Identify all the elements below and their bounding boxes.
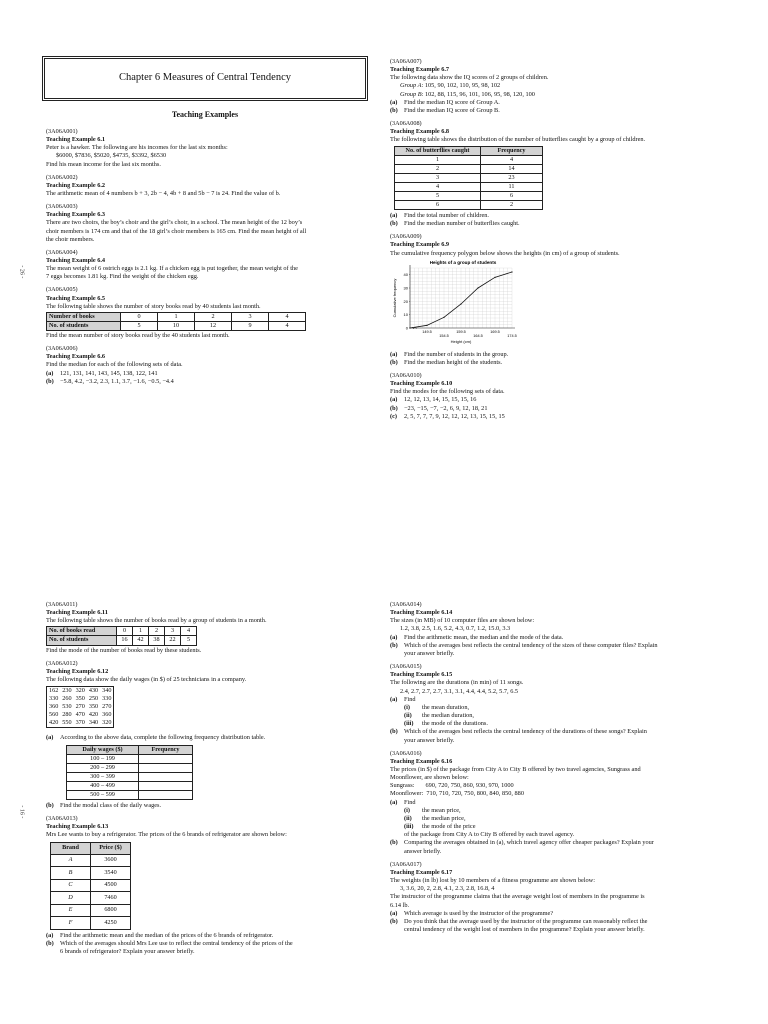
text-line: Find the median number of butterflies caught. <box>404 220 520 228</box>
part-label: (b) <box>390 917 398 925</box>
text-line: Find the number of students in the group. <box>404 350 509 358</box>
table-cell: 6800 <box>91 904 131 917</box>
example-title: Teaching Example 6.14 <box>390 609 453 617</box>
part-label: (a) <box>46 931 54 939</box>
example-title: Teaching Example 6.9 <box>390 241 450 249</box>
table-cell: 400 – 499 <box>67 781 139 790</box>
text-line: 2, 5, 7, 7, 7, 9, 12, 12, 12, 13, 15, 15, 15 <box>404 412 505 420</box>
example-title: Teaching Example 6.16 <box>390 757 453 765</box>
example-6-7 <box>390 58 730 115</box>
table-cell: 5 <box>395 191 481 200</box>
part-label: (a) <box>390 350 398 358</box>
table-cell: 360 <box>102 711 112 719</box>
table-header-cell: Daily wages ($) <box>67 745 139 754</box>
text-line: 6 brands of refrigerator? Explain your answer briefly. <box>60 947 195 955</box>
example-6-9 <box>390 233 730 367</box>
table-cell: 3 <box>395 173 481 182</box>
data-point <box>409 327 410 328</box>
part-label: (b) <box>390 358 398 366</box>
text-line: Find the mode of the number of books read by these students. <box>46 646 202 654</box>
table-header-cell: Frequency <box>139 745 193 754</box>
example-code: (3A06A002) <box>46 173 78 181</box>
refrigerator-table <box>50 842 131 930</box>
text-line: choir members is 174 cm and that of the 18 girl’s choir members is 165 cm. Find the mean height of all <box>46 227 307 235</box>
blank-frequency-cell[interactable] <box>139 790 193 799</box>
part-label: (b) <box>390 728 398 736</box>
text-line: The mean weight of 6 ostrich eggs is 2.1 kg. If a chicken egg is put together, the mean weight of the <box>46 265 298 273</box>
cumulative-frequency-chart <box>390 258 520 350</box>
table-cell: 420 <box>49 719 59 727</box>
section-title: Teaching Examples <box>171 110 239 119</box>
table-header-cell: Brand <box>51 842 91 854</box>
part-label: (b) <box>390 220 398 228</box>
table-cell: 270 <box>75 703 85 711</box>
text-line: According to the above data, complete the following frequency distribution table. <box>60 734 266 742</box>
table-cell: 16 <box>117 636 133 645</box>
subpart-label: (ii) <box>404 814 412 822</box>
text-line: −5.8, 4.2, −3.2, 2.3, 1.1, 3.7, −1.6, −0.5, −4.4 <box>60 377 174 385</box>
text-line: Find the total number of children. <box>404 211 489 219</box>
text-line: Find the median IQ score of Group A. <box>404 98 500 106</box>
table-cell: 350 <box>88 703 99 711</box>
chapter-title: Chapter 6 Measures of Central Tendency <box>119 72 291 83</box>
table-header-cell: No. of students <box>47 636 117 645</box>
blank-frequency-cell[interactable] <box>139 772 193 781</box>
text-line: Which average is used by the instructor of the programme? <box>404 909 554 917</box>
table-cell: 0 <box>121 312 158 321</box>
example-title: Teaching Example 6.7 <box>390 66 450 74</box>
table-header-cell: No. of books read <box>47 627 117 636</box>
table-cell: D <box>51 892 91 905</box>
text-line: Moonflower, are shown below: <box>390 774 469 782</box>
example-code: (3A06A014) <box>390 601 422 608</box>
example-6-16 <box>390 750 730 856</box>
text-line: The following data show the IQ scores of 2 groups of children. <box>390 74 549 82</box>
table-cell: 22 <box>165 636 181 645</box>
text-line: Moonflower: 710, 710, 720, 750, 800, 840, 850, 880 <box>390 790 524 798</box>
example-code: (3A06A013) <box>46 815 78 823</box>
text-line: $6000, $7836, $5020, $4735, $3392, $6530 <box>56 152 167 160</box>
table-cell: 320 <box>102 719 112 727</box>
data-point <box>511 271 512 272</box>
table-cell: 330 <box>49 695 59 703</box>
text-line: The following data show the daily wages (in $) of 25 technicians in a company. <box>46 675 247 683</box>
example-code: (3A06A003) <box>46 203 78 211</box>
text-line: answer briefly. <box>404 847 442 855</box>
text-line: the mean price, <box>422 806 461 814</box>
text-line: Find the modal class of the daily wages. <box>60 801 162 809</box>
subpart-label: (i) <box>404 703 410 711</box>
example-title: Teaching Example 6.3 <box>46 211 106 219</box>
table-cell: E <box>51 904 91 917</box>
example-code: (3A06A012) <box>46 659 78 667</box>
text-line: Which of the averages best reflects the central tendency of the durations of these songs? Explain <box>404 728 647 736</box>
example-code: (3A06A009) <box>390 233 422 241</box>
text-line: 12, 12, 13, 14, 15, 15, 15, 16 <box>404 396 477 404</box>
x-tick-label: 154.5 <box>439 333 449 338</box>
table-cell: 2 <box>149 627 165 636</box>
table-cell: 230 <box>62 687 72 695</box>
text-line: Find his mean income for the last six months. <box>46 160 161 168</box>
text-line: the median price, <box>422 814 466 822</box>
part-label: (b) <box>390 641 398 649</box>
text-line: There are two choirs, the boy’s choir and the girl’s choir, in a school. The mean height of the 12 boy’s <box>46 219 303 227</box>
text-line: the mode of the durations. <box>422 720 488 728</box>
text-line: the mean duration, <box>422 703 470 711</box>
text-line: of the package from City A to City B offered by each travel agency. <box>404 831 575 839</box>
table-cell: 2 <box>195 312 232 321</box>
part-label: (b) <box>390 106 398 114</box>
y-tick-label: 0 <box>405 325 408 331</box>
table-cell: 4500 <box>91 879 131 892</box>
data-point <box>460 303 461 304</box>
text-line: your answer briefly. <box>404 736 455 744</box>
example-6-10 <box>390 372 730 421</box>
table-cell: 530 <box>62 703 72 711</box>
y-tick-label: 20 <box>403 298 408 304</box>
example-code: (3A06A008) <box>390 120 422 128</box>
table-cell: 430 <box>88 687 99 695</box>
text-line: Find the modes for the following sets of data. <box>390 388 505 396</box>
example-title: Teaching Example 6.12 <box>46 667 109 675</box>
text-line: The following are the durations (in min) of 11 songs. <box>390 679 524 687</box>
example-6-14 <box>390 601 730 658</box>
table-cell: 500 – 599 <box>67 790 139 799</box>
example-title: Teaching Example 6.13 <box>46 823 109 831</box>
table-cell: 6 <box>481 191 543 200</box>
top-left-column <box>46 128 376 391</box>
text-line: Peter is a hawker. The following are his incomes for the last six months: <box>46 144 228 152</box>
table-cell: 3 <box>165 627 181 636</box>
table-header-cell: Number of books <box>47 312 121 321</box>
text-line: : 105, 90, 102, 110, 95, 98, 102 <box>421 82 501 90</box>
table-cell: 260 <box>62 695 72 703</box>
example-title: Teaching Example 6.8 <box>390 128 450 136</box>
example-title: Teaching Example 6.2 <box>46 181 106 189</box>
page-number-upper: - 26 - <box>18 265 25 279</box>
text-line: The following table shows the number of books read by a group of students in a month. <box>46 617 267 625</box>
table-cell: 4 <box>181 627 197 636</box>
text-line: 2.4, 2.7, 2.7, 2.7, 3.1, 3.1, 4.4, 4.4, 5.2, 5.7, 6.5 <box>400 687 519 695</box>
part-label: (a) <box>390 396 398 404</box>
text-line: The instructor of the programme claims that the average weight lost of members in the programme is <box>390 893 645 901</box>
table-cell: 3600 <box>91 854 131 867</box>
table-header-cell: Frequency <box>481 146 543 155</box>
table-cell: 2 <box>481 200 543 209</box>
table-cell: 14 <box>481 164 543 173</box>
text-line: The following table shows the distribution of the number of butterflies caught by a group of children. <box>390 136 646 144</box>
text-line: The weights (in lb) lost by 10 members of a fitness programme are shown below: <box>390 877 595 885</box>
books-read-table <box>46 626 197 645</box>
example-6-12 <box>46 660 376 810</box>
example-code: (3A06A005) <box>46 286 78 294</box>
example-6-4 <box>46 249 376 282</box>
table-cell: 6 <box>395 200 481 209</box>
example-title: Teaching Example 6.10 <box>390 380 453 388</box>
blank-frequency-cell[interactable] <box>139 763 193 772</box>
example-6-1 <box>46 128 376 169</box>
example-6-3 <box>46 203 376 244</box>
y-axis-label: Cumulative frequency <box>392 278 397 318</box>
text-line: −23, −15, −7, −2, 6, 9, 12, 18, 21 <box>404 404 488 412</box>
table-cell: A <box>51 854 91 867</box>
example-code: (3A06A017) <box>390 860 422 868</box>
butterflies-table <box>394 146 543 210</box>
data-point <box>426 324 427 325</box>
table-cell: 10 <box>158 321 195 330</box>
text-line: The prices (in $) of the package from City A to City B offered by two travel agencies, Sungrass and <box>390 765 641 773</box>
table-cell: 300 – 399 <box>67 772 139 781</box>
table-cell: 3 <box>232 312 269 321</box>
text-line: Mrs Lee wants to buy a refrigerator. The prices of the 6 brands of refrigerator are shown below: <box>46 831 287 839</box>
example-6-17 <box>390 861 730 934</box>
part-label: (b) <box>390 839 398 847</box>
text-line: Find the median for each of the following sets of data. <box>46 361 183 369</box>
text-line: Find <box>404 695 416 703</box>
table-cell: 1 <box>395 155 481 164</box>
text-line: The sizes (in MB) of 10 computer files are shown below: <box>390 617 535 625</box>
example-6-15 <box>390 663 730 745</box>
table-cell: 350 <box>75 695 85 703</box>
part-label: (a) <box>46 369 54 377</box>
top-right-column <box>390 58 730 426</box>
text-line: Find the mean number of story books read by the 40 students last month. <box>46 332 230 340</box>
example-title: Teaching Example 6.5 <box>46 294 106 302</box>
bottom-right-column <box>390 601 730 939</box>
table-cell: 3540 <box>91 867 131 880</box>
table-cell: 12 <box>195 321 232 330</box>
table-cell: 560 <box>49 711 59 719</box>
example-6-5 <box>46 286 376 340</box>
example-code: (3A06A001) <box>46 128 78 135</box>
y-tick-label: 10 <box>403 311 408 317</box>
group-label: Group B <box>400 90 422 98</box>
text-line: 6.14 lb. <box>390 901 410 909</box>
table-header-cell: No. of students <box>47 321 121 330</box>
group-label: Group A <box>400 82 422 90</box>
text-line: Do you think that the average used by the instructor of the programme can reasonably reflect the <box>404 917 648 925</box>
table-cell: 9 <box>232 321 269 330</box>
table-cell: 370 <box>75 719 85 727</box>
example-title: Teaching Example 6.11 <box>46 609 108 617</box>
table-cell: 330 <box>102 695 112 703</box>
example-title: Teaching Example 6.4 <box>46 256 106 264</box>
table-header-cell: No. of butterflies caught <box>395 146 481 155</box>
subpart-label: (i) <box>404 806 410 814</box>
example-code: (3A06A010) <box>390 372 422 380</box>
bottom-left-column <box>46 601 376 961</box>
table-cell: 100 – 199 <box>67 754 139 763</box>
table-cell: 5 <box>121 321 158 330</box>
example-title: Teaching Example 6.15 <box>390 671 453 679</box>
part-label: (a) <box>390 909 398 917</box>
data-point <box>494 276 495 277</box>
text-line: 1.2, 3.8, 2.5, 1.6, 5.2, 4.3, 0.7, 1.2, 15.0, 3.3 <box>400 625 511 633</box>
table-cell: 23 <box>481 173 543 182</box>
text-line: 3, 3.6, 20, 2, 2.8, 4.1, 2.3, 2.8, 16.8, 4 <box>400 885 495 893</box>
table-cell: 42 <box>133 636 149 645</box>
text-line: Comparing the averages obtained in (a), which travel agency offer cheaper packages? Explain your <box>404 839 654 847</box>
example-code: (3A06A011) <box>46 601 78 608</box>
table-cell: 38 <box>149 636 165 645</box>
example-6-8 <box>390 120 730 228</box>
example-6-11 <box>46 601 376 655</box>
text-line: 7 eggs becomes 1.81 kg. Find the weight of the chicken egg. <box>46 273 199 281</box>
part-label: (b) <box>390 404 398 412</box>
table-cell: B <box>51 867 91 880</box>
example-code: (3A06A006) <box>46 345 78 353</box>
part-label: (c) <box>390 412 397 420</box>
text-line: your answer briefly. <box>404 649 455 657</box>
books-table <box>46 312 306 331</box>
blank-frequency-cell[interactable] <box>139 754 193 763</box>
chapter-title-box <box>42 56 368 101</box>
y-tick-label: 40 <box>403 271 408 277</box>
table-cell: 270 <box>102 703 112 711</box>
table-cell: 1 <box>158 312 195 321</box>
text-line: Find the median height of the students. <box>404 358 503 366</box>
example-6-6 <box>46 345 376 386</box>
subpart-label: (iii) <box>404 720 414 728</box>
part-label: (b) <box>46 801 54 809</box>
table-cell: 5 <box>181 636 197 645</box>
blank-frequency-cell[interactable] <box>139 781 193 790</box>
text-line: central tendency of the weight lost of members in the programme? Explain your answer briefly. <box>404 926 645 934</box>
table-cell: 420 <box>88 711 99 719</box>
table-cell: 200 – 299 <box>67 763 139 772</box>
part-label: (b) <box>46 377 54 385</box>
text-line: Find the median IQ score of Group B. <box>404 106 500 114</box>
text-line: the median duration, <box>422 712 474 720</box>
table-cell: 0 <box>117 627 133 636</box>
text-line: The cumulative frequency polygon below shows the heights (in cm) of a group of students. <box>390 249 620 257</box>
example-title: Teaching Example 6.6 <box>46 353 106 361</box>
page-number-lower: - 16 - <box>18 805 25 819</box>
data-point <box>477 287 478 288</box>
example-6-13 <box>46 815 376 956</box>
table-cell: C <box>51 879 91 892</box>
subpart-label: (iii) <box>404 823 414 831</box>
text-line: Which of the averages best reflects the central tendency of the sizes of these computer files? Explain <box>404 641 658 649</box>
x-tick-label: 174.5 <box>507 333 517 338</box>
text-line: The following table shows the number of story books read by 40 students last month. <box>46 302 261 310</box>
part-label: (a) <box>390 695 398 703</box>
x-tick-label: 169.5 <box>490 329 500 334</box>
text-line: 121, 131, 141, 143, 145, 138, 122, 141 <box>60 369 158 377</box>
table-cell: F <box>51 917 91 930</box>
text-line: Find the arithmetic mean and the median of the prices of the 6 brands of refrigerator. <box>60 931 274 939</box>
table-cell: 162 <box>49 687 59 695</box>
text-line: The arithmetic mean of 4 numbers b + 3, 2b − 4, 4b + 8 and 5b − 7 is 24. Find the value of b. <box>46 189 281 197</box>
chart-title: Heights of a group of students <box>429 259 497 265</box>
table-cell: 320 <box>75 687 85 695</box>
table-cell: 340 <box>102 687 112 695</box>
text-line: Find the arithmetic mean, the median and the mode of the data. <box>404 633 564 641</box>
part-label: (a) <box>390 633 398 641</box>
table-cell: 360 <box>49 703 59 711</box>
data-point <box>443 316 444 317</box>
table-cell: 11 <box>481 182 543 191</box>
table-cell: 4 <box>395 182 481 191</box>
part-label: (a) <box>390 98 398 106</box>
table-cell: 280 <box>62 711 72 719</box>
example-title: Teaching Example 6.1 <box>46 136 106 144</box>
table-cell: 2 <box>395 164 481 173</box>
text-line: the mode of the price <box>422 823 476 831</box>
table-cell: 250 <box>88 695 99 703</box>
part-label: (a) <box>390 211 398 219</box>
text-line: Which of the averages should Mrs Lee use to reflect the central tendency of the prices of the <box>60 939 293 947</box>
table-cell: 470 <box>75 711 85 719</box>
example-6-2 <box>46 174 376 198</box>
wages-frequency-table <box>66 745 193 800</box>
subpart-label: (ii) <box>404 712 412 720</box>
table-cell: 4250 <box>91 917 131 930</box>
example-title: Teaching Example 6.17 <box>390 868 453 876</box>
text-line: : 102, 88, 115, 96, 101, 106, 95, 98, 120, 100 <box>421 90 535 98</box>
table-cell: 4 <box>269 321 306 330</box>
example-code: (3A06A004) <box>46 248 78 256</box>
text-line: Sungrass: 690, 720, 750, 860, 930, 970, 1000 <box>390 782 514 790</box>
part-label: (a) <box>46 734 54 742</box>
y-tick-label: 30 <box>403 285 408 291</box>
text-line: Find <box>404 798 416 806</box>
table-cell: 7460 <box>91 892 131 905</box>
table-cell: 550 <box>62 719 72 727</box>
part-label: (a) <box>390 798 398 806</box>
table-cell: 4 <box>481 155 543 164</box>
x-tick-label: 164.5 <box>473 333 483 338</box>
example-code: (3A06A007) <box>390 58 422 65</box>
table-cell: 4 <box>269 312 306 321</box>
x-axis-label: Height (cm) <box>450 338 472 344</box>
example-code: (3A06A015) <box>390 663 422 671</box>
table-header-cell: Price ($) <box>91 842 131 854</box>
wages-data-table <box>46 686 114 728</box>
part-label: (b) <box>46 939 54 947</box>
table-cell: 340 <box>88 719 99 727</box>
x-tick-label: 159.5 <box>456 329 466 334</box>
example-code: (3A06A016) <box>390 749 422 757</box>
table-cell: 1 <box>133 627 149 636</box>
text-line: the choir members. <box>46 235 95 243</box>
x-tick-label: 149.5 <box>422 329 432 334</box>
